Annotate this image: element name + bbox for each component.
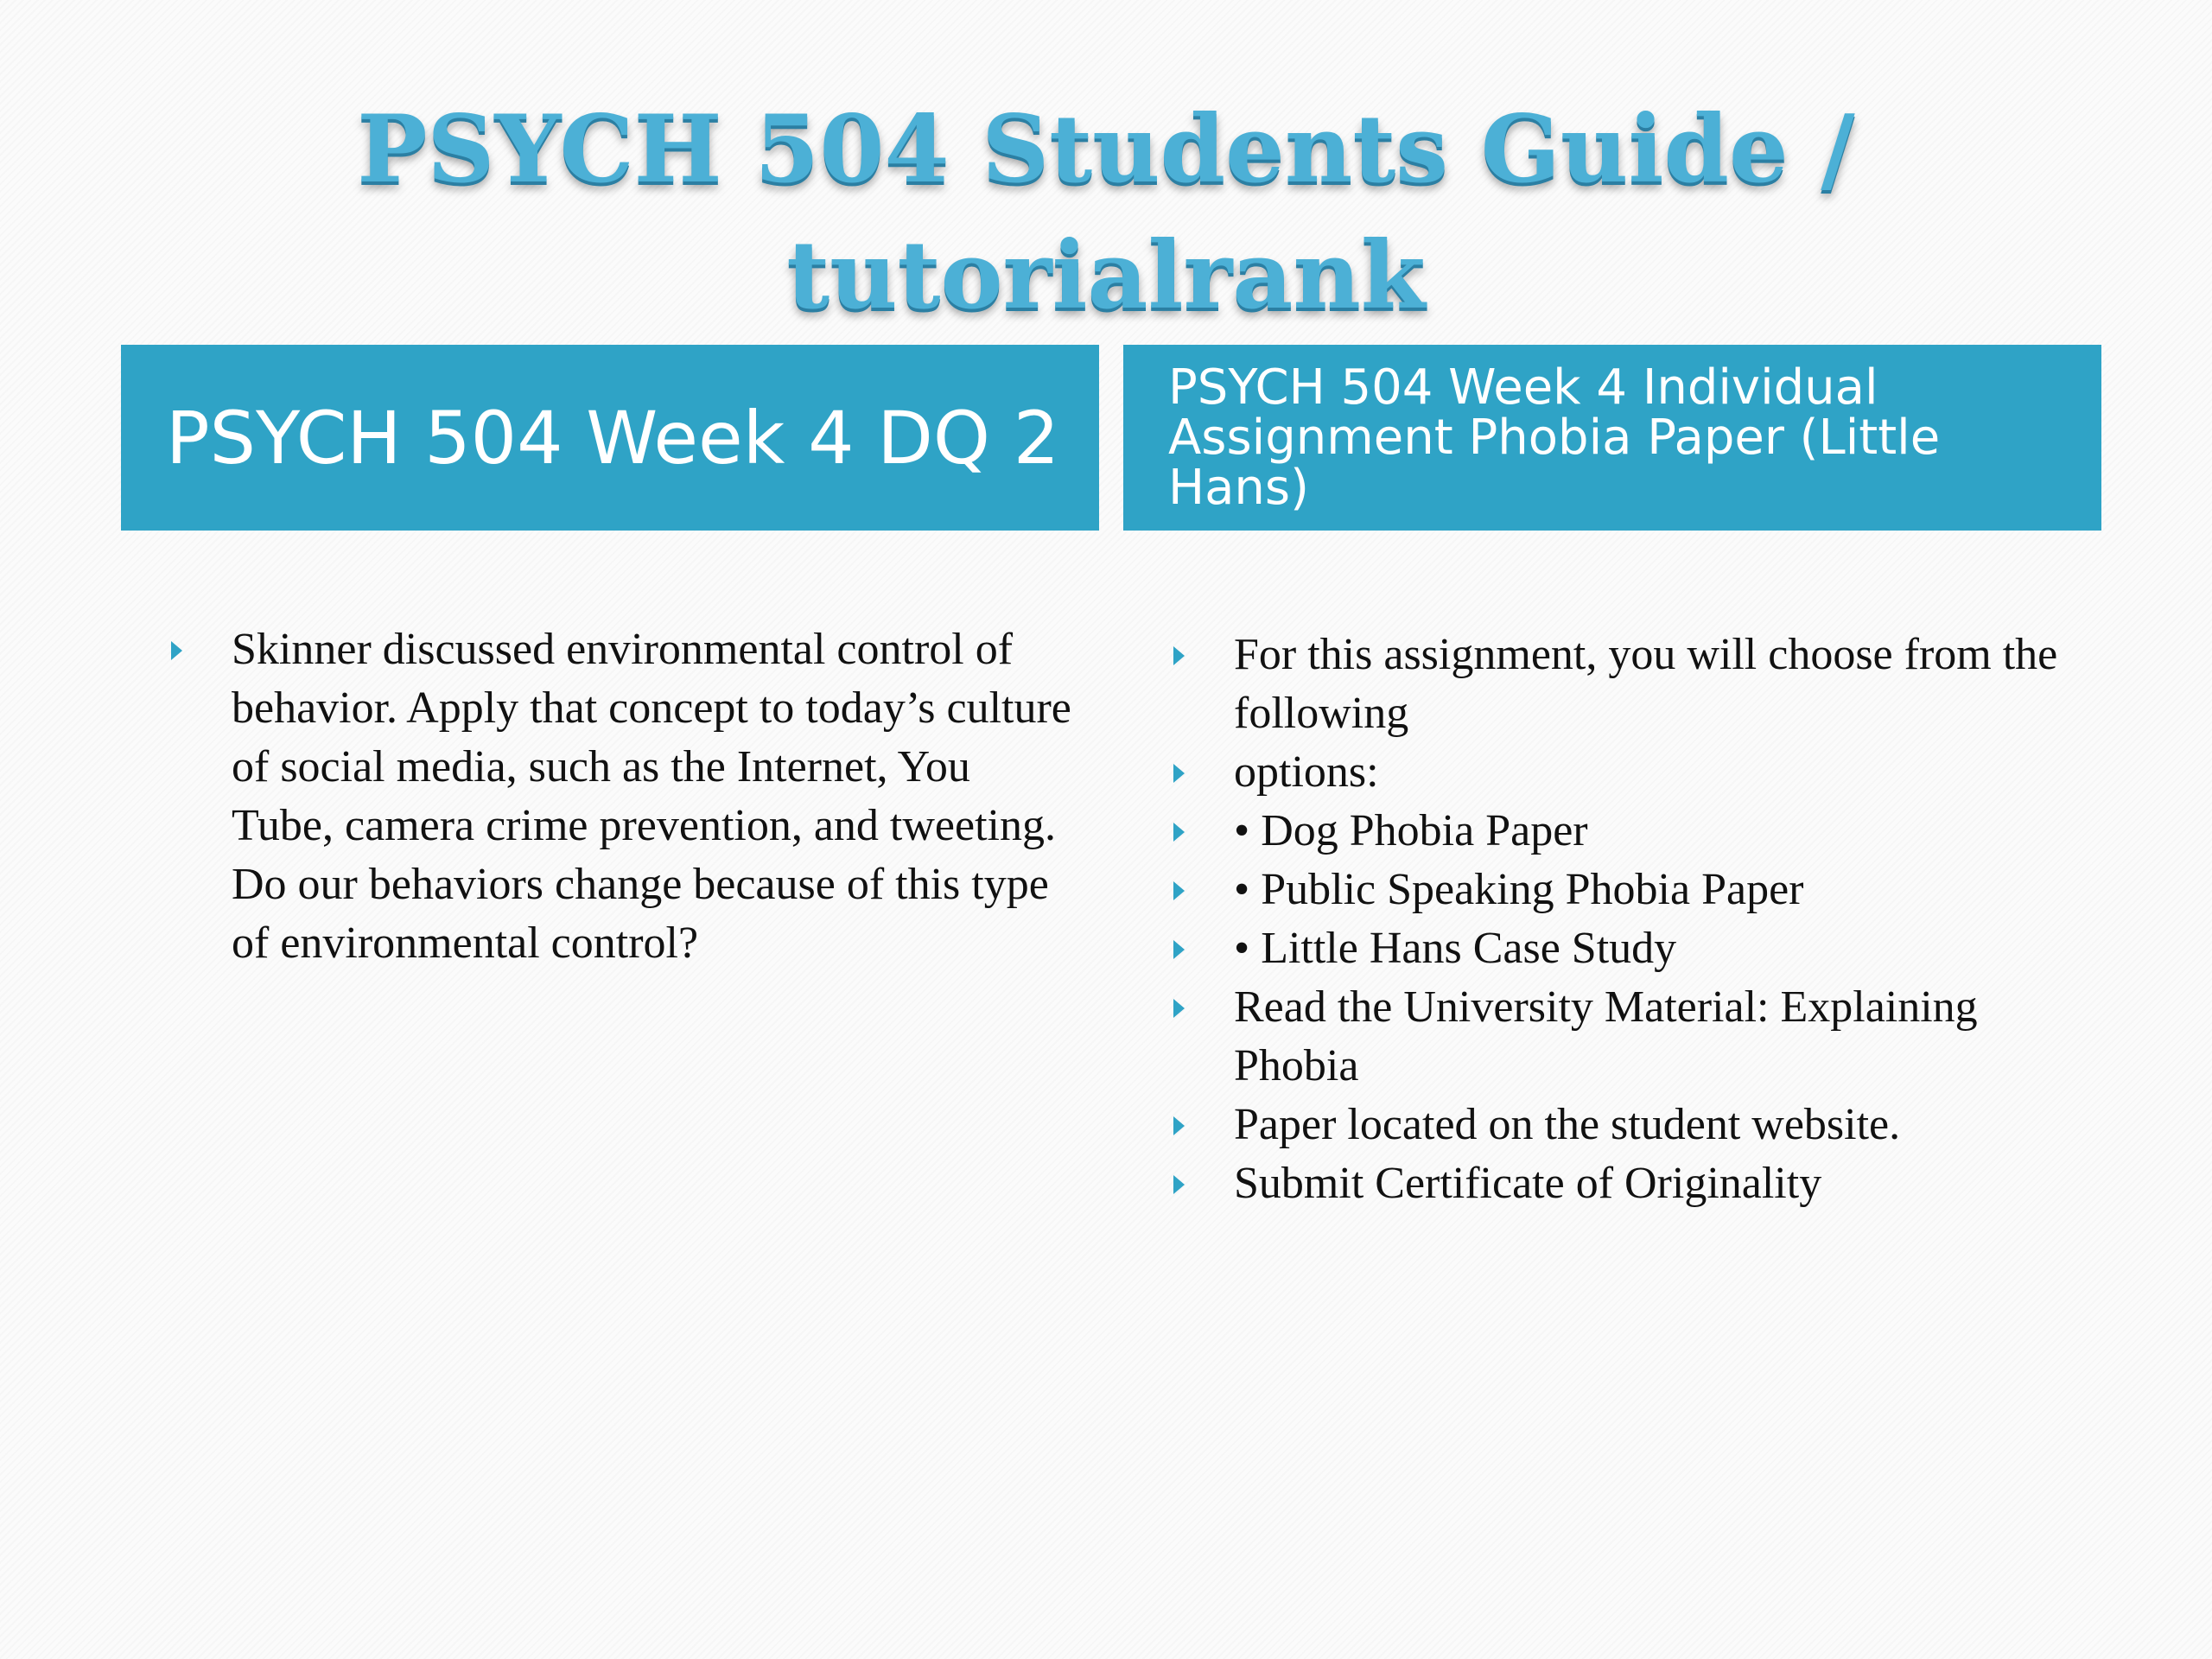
left-column-list [164, 620, 1080, 973]
list-item-text: Submit Certificate of Originality [1234, 1159, 1822, 1208]
list-item-text: Skinner discussed environmental control of behavior. Apply that concept to today’s culture of social media, such as the Internet, You Tube, camera crime prevention, and tweeting. Do our behaviors change because of this type of environmental control? [232, 625, 1071, 968]
list-item-text: • Little Hans Case Study [1234, 924, 1677, 973]
triangle-bullet-icon [1173, 940, 1185, 959]
triangle-bullet-icon [1173, 1116, 1185, 1135]
right-column-list [1166, 626, 2082, 1213]
slide-title-line-2: tutorialrank [786, 221, 1426, 330]
right-column-header-text: PSYCH 504 Week 4 Individual Assignment Phobia Paper (Little Hans) [1168, 359, 1941, 516]
triangle-bullet-icon [1173, 823, 1185, 842]
list-item [1166, 1096, 2082, 1154]
list-item [164, 620, 1080, 973]
list-item [1166, 743, 2082, 802]
right-column-header [1123, 345, 2101, 531]
triangle-bullet-icon [1173, 999, 1185, 1018]
list-item [1166, 861, 2082, 919]
list-item [1166, 626, 2082, 743]
list-item-text: For this assignment, you will choose from the following [1234, 630, 2058, 738]
triangle-bullet-icon [1173, 764, 1185, 783]
list-item [1166, 802, 2082, 861]
triangle-bullet-icon [171, 641, 182, 660]
slide-title [0, 86, 2212, 339]
triangle-bullet-icon [1173, 1175, 1185, 1194]
triangle-bullet-icon [1173, 646, 1185, 665]
triangle-bullet-icon [1173, 881, 1185, 900]
list-item-text: options: [1234, 747, 1379, 797]
list-item-text: Read the University Material: Explaining Phobia [1234, 982, 1978, 1090]
list-item-text: Paper located on the student website. [1234, 1100, 1901, 1149]
slide-title-line-1: PSYCH 504 Students Guide / [357, 95, 1855, 204]
left-column-header-text: PSYCH 504 Week 4 DQ 2 [166, 395, 1060, 480]
list-item [1166, 1154, 2082, 1213]
left-column-header [121, 345, 1099, 531]
list-item-text: • Public Speaking Phobia Paper [1234, 865, 1804, 914]
list-item [1166, 919, 2082, 978]
list-item-text: • Dog Phobia Paper [1234, 806, 1588, 855]
list-item [1166, 978, 2082, 1096]
